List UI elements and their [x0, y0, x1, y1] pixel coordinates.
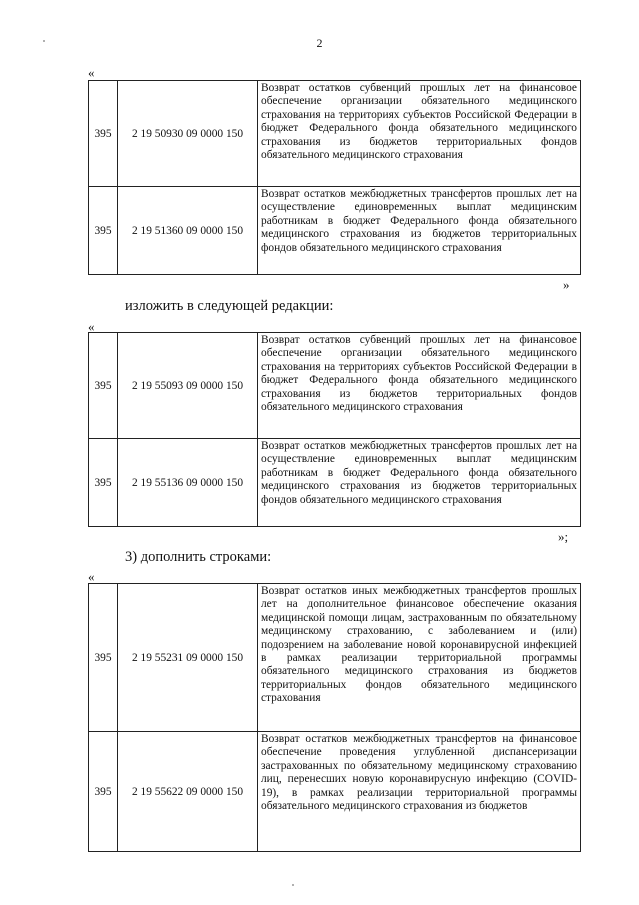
budget-code-cell: 2 19 55136 09 0000 150	[118, 439, 258, 527]
admin-code-cell: 395	[89, 732, 118, 852]
codes-table-new	[88, 332, 581, 527]
budget-code-cell: 2 19 55231 09 0000 150	[118, 584, 258, 732]
admin-code-cell: 395	[89, 439, 118, 527]
codes-table-old	[88, 80, 581, 275]
admin-code-cell: 395	[89, 187, 118, 275]
income-name-cell: Возврат остатков субвенций прошлых лет на финансовое обеспечение организации обязательного медицинского страхования на территориях субъектов Российской Федерации в бюджет Федерального фонда обязательного медицинского страхования из бюджетов территориальных фондов обязательного медицинского страхования	[258, 333, 581, 439]
paragraph-new-edition: изложить в следующей редакции:	[125, 298, 334, 314]
close-quote: »	[563, 277, 570, 292]
income-name-cell: Возврат остатков межбюджетных трансфертов прошлых лет на осуществление единовременных выплат медицинским работникам в бюджет Федерального фонда обязательного медицинского страхования из бюджетов территориальных фондов обязательного медицинского страхования	[258, 187, 581, 275]
admin-code-cell: 395	[89, 81, 118, 187]
table-row	[89, 81, 581, 187]
budget-code-cell: 2 19 55622 09 0000 150	[118, 732, 258, 852]
page-number: 2	[316, 36, 323, 50]
income-name-cell: Возврат остатков межбюджетных трансфертов прошлых лет на осуществление единовременных выплат медицинским работникам в бюджет Федерального фонда обязательного медицинского страхования из бюджетов территориальных фондов обязательного медицинского страхования	[258, 439, 581, 527]
scan-speck	[43, 40, 45, 42]
admin-code-cell: 395	[89, 333, 118, 439]
open-quote: «	[88, 569, 95, 584]
income-name-cell: Возврат остатков межбюджетных трансфертов на финансовое обеспечение проведения углубленной диспансеризации застрахованных по обязательному медицинскому страхованию лиц, перенесших новую коронавирусную инфекцию (COVID-19), в рамках реализации территориальной программы обязательного медицинского страхования из бюджетов	[258, 732, 581, 852]
table-row	[89, 732, 581, 852]
close-quote-semicolon: »;	[558, 529, 569, 544]
income-name-cell: Возврат остатков субвенций прошлых лет на финансовое обеспечение организации обязательного медицинского страхования на территориях субъектов Российской Федерации в бюджет Федерального фонда обязательного медицинского страхования из бюджетов территориальных фондов обязательного медицинского страхования	[258, 81, 581, 187]
table-row	[89, 187, 581, 275]
table-row	[89, 439, 581, 527]
admin-code-cell: 395	[89, 584, 118, 732]
open-quote: «	[88, 65, 95, 80]
table-row	[89, 333, 581, 439]
budget-code-cell: 2 19 51360 09 0000 150	[118, 187, 258, 275]
budget-code-cell: 2 19 55093 09 0000 150	[118, 333, 258, 439]
table-row	[89, 584, 581, 732]
scan-speck	[292, 884, 294, 886]
income-name-cell: Возврат остатков иных межбюджетных трансфертов прошлых лет на дополнительное финансовое обеспечение оказания медицинской помощи лицам, застрахованным по обязательному медицинскому страхованию, с заболеванием и (или) подозрением на заболевание новой коронавирусной инфекцией в рамках реализации территориальной программы обязательного медицинского страхования из бюджетов территориальных фондов обязательного медицинского страхования	[258, 584, 581, 732]
budget-code-cell: 2 19 50930 09 0000 150	[118, 81, 258, 187]
open-quote: «	[88, 319, 95, 334]
codes-table-added	[88, 583, 581, 852]
paragraph-add-rows: 3) дополнить строками:	[125, 549, 272, 565]
